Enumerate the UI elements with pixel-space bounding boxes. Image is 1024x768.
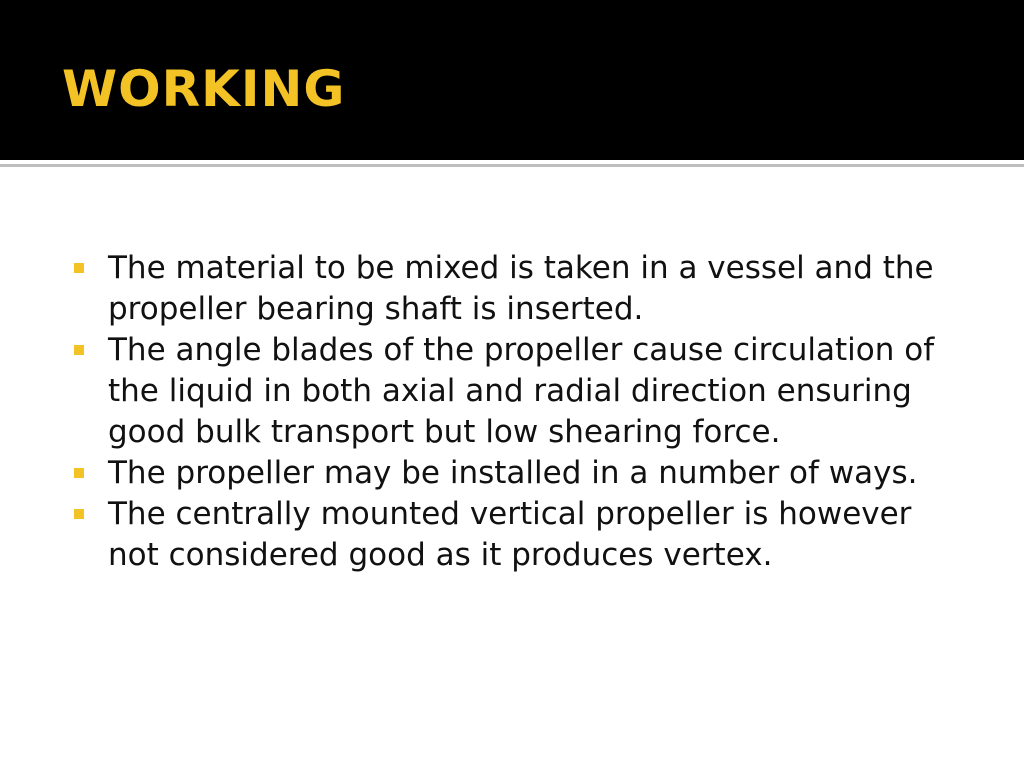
bullet-item (74, 453, 954, 494)
bullet-item (74, 330, 954, 453)
bullet-list (74, 248, 954, 576)
title-divider-line (0, 164, 1024, 167)
square-bullet-icon (74, 509, 84, 519)
slide-title: WORKING (62, 60, 346, 118)
bullet-text: The propeller may be installed in a number of ways. (108, 455, 918, 491)
square-bullet-icon (74, 345, 84, 355)
square-bullet-icon (74, 468, 84, 478)
bullet-text: The centrally mounted vertical propeller is however not considered good as it produces vertex. (108, 496, 912, 573)
square-bullet-icon (74, 263, 84, 273)
bullet-item (74, 494, 954, 576)
bullet-item (74, 248, 954, 330)
bullet-text: The material to be mixed is taken in a vessel and the propeller bearing shaft is inserted. (108, 250, 934, 327)
bullet-text: The angle blades of the propeller cause circulation of the liquid in both axial and radial direction ensuring good bulk transport but low shearing force. (108, 332, 935, 450)
title-bar (0, 0, 1024, 160)
